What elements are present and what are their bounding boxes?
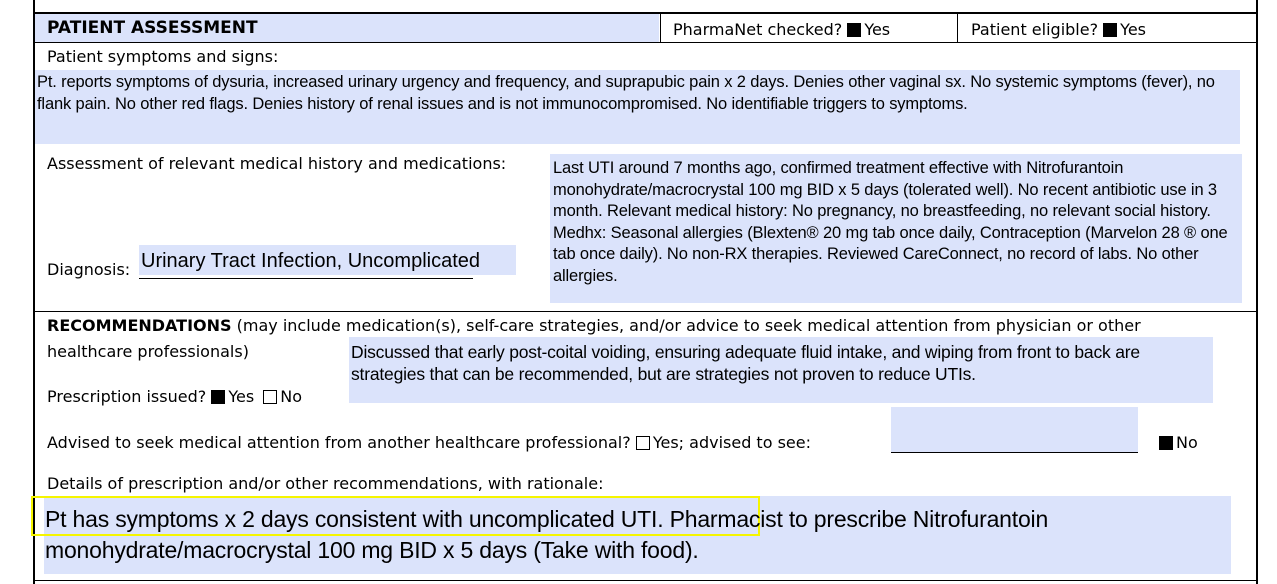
recommendations-text: Discussed that early post-coital voiding, ensuring adequate fluid intake, and wiping from front to back are strategies that can be recommended, but are strategies not proven to reduce UTIs. — [351, 342, 1140, 384]
advised-no-option — [1159, 433, 1198, 453]
advised-to-see-field[interactable] — [891, 407, 1138, 452]
prescription-label: Prescription issued? — [47, 387, 207, 406]
details-label: Details of prescription and/or other recommendations, with rationale: — [47, 474, 604, 493]
prescription-no-checkbox[interactable] — [263, 390, 277, 404]
prescription-no-label: No — [280, 387, 303, 406]
details-highlight-text: Pt has symptoms x 2 days consistent with uncomplicated UTI. — [45, 506, 664, 532]
advised-no-checkbox[interactable] — [1159, 436, 1173, 450]
section-title: PATIENT ASSESSMENT — [47, 18, 258, 38]
right-border — [1256, 0, 1258, 584]
recommendations-intro — [47, 316, 1141, 336]
details-rest-text: Pharmacist to prescribe Nitrofurantoin monohydrate/macrocrystal 100 mg BID x 5 days (Take with food). — [45, 506, 1049, 563]
eligible-label: Patient eligible? — [971, 20, 1099, 39]
patient-eligible — [971, 20, 1146, 40]
advised-underline — [891, 452, 1138, 453]
eligible-yes-label: Yes — [1120, 20, 1146, 39]
eligible-yes-checkbox[interactable] — [1103, 23, 1117, 37]
recommendations-intro-line2: healthcare professionals) — [47, 342, 249, 361]
bottom-border — [33, 580, 1258, 581]
advised-yes-label: Yes; advised to see: — [652, 433, 811, 452]
advised-no-label: No — [1176, 433, 1198, 452]
prescription-issued — [47, 387, 302, 407]
advised-label: Advised to seek medical attention from another healthcare professional? — [47, 433, 631, 452]
history-text: Last UTI around 7 months ago, confirmed treatment effective with Nitrofurantoin monohydrate/macrocrystal 100 mg BID x 5 days (tolerated well). No recent antibiotic use in 3 month. Relevant medical history: No pregnancy, no breastfeeding, no relevant social history. Medhx: Seasonal allergies (Blexten® 20 mg tab once daily, Contraception (Marvelon 28 ® one tab once daily). No non-RX therapies. Reviewed CareConnect, no record of labs. No other allergies. — [553, 159, 1228, 285]
section-divider — [33, 311, 1258, 312]
recommendations-title: RECOMMENDATIONS — [47, 316, 232, 335]
header-divider-2 — [957, 12, 958, 43]
pharmanet-label: PharmaNet checked? — [673, 20, 843, 39]
advised-row — [47, 433, 811, 453]
recommendations-intro-line1: (may include medication(s), self-care strategies, and/or advice to seek medical attention from physician or other — [231, 316, 1141, 335]
diagnosis-value: Urinary Tract Infection, Uncomplicated — [141, 250, 481, 272]
history-label: Assessment of relevant medical history and medications: — [47, 154, 507, 173]
prescription-yes-checkbox[interactable] — [211, 390, 225, 404]
pharmanet-checked — [673, 20, 890, 40]
symptoms-text: Pt. reports symptoms of dysuria, increased urinary urgency and frequency, and suprapubic pain x 2 days. Denies other vaginal sx. No systemic symptoms (fever), no flank pain. No other red flags. Denies history of renal issues and is not immunocompromised. No identifiable triggers to symptoms. — [37, 73, 1215, 113]
diagnosis-label: Diagnosis: — [47, 260, 131, 279]
diagnosis-underline — [139, 278, 473, 279]
header-divider-1 — [660, 12, 661, 43]
header-bottom-border — [33, 42, 1258, 43]
pharmanet-yes-label: Yes — [864, 20, 891, 39]
pharmanet-yes-checkbox[interactable] — [847, 23, 861, 37]
advised-yes-checkbox[interactable] — [636, 436, 650, 450]
symptoms-label: Patient symptoms and signs: — [47, 47, 279, 66]
prescription-yes-label: Yes — [228, 387, 255, 406]
details-text — [45, 504, 1225, 566]
